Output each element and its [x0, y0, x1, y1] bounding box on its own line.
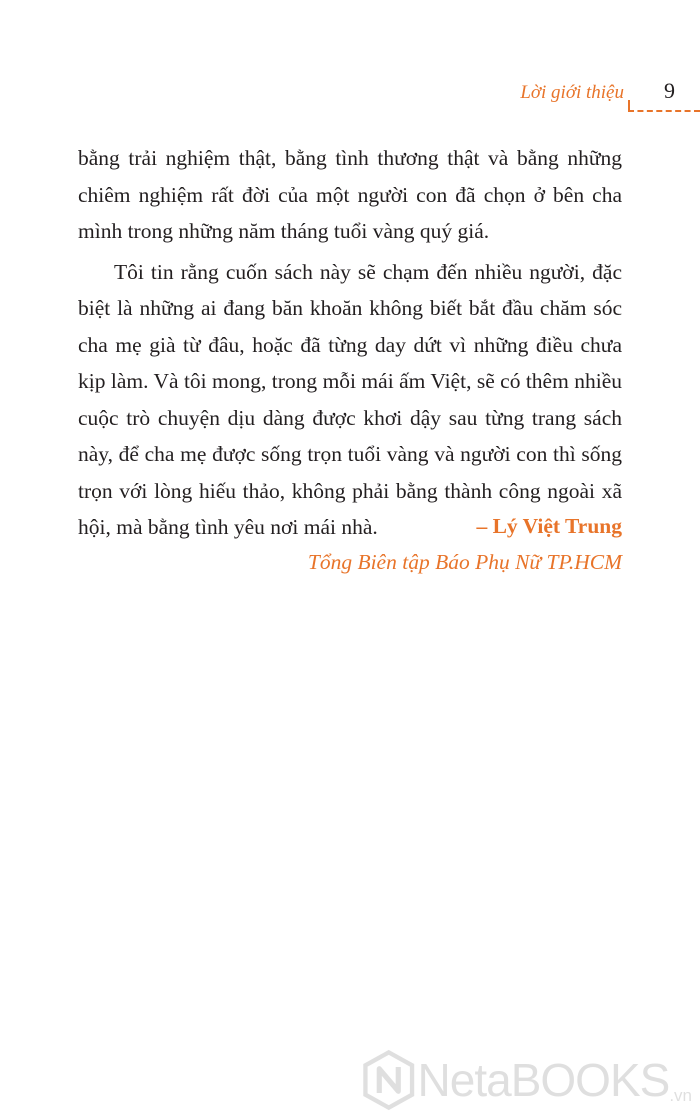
page-header [0, 78, 700, 118]
author-name: – Lý Việt Trung [476, 514, 622, 538]
paragraph: Tôi tin rằng cuốn sách này sẽ chạm đến nhiều người, đặc biệt là những ai đang băn khoăn không biết bắt đầu chăm sóc cha mẹ già từ đâu, hoặc đã từng day dứt vì những điều chưa kịp làm. Và tôi mong, trong mỗi mái ấm Việt, sẽ có thêm nhiều cuộc trò chuyện dịu dàng được khơi dậy sau từng trang sách này, để cha mẹ được sống trọn tuổi vàng và người con thì sống trọn với lòng hiếu thảo, không phải bằng thành công ngoài xã hội, mà bằng tình yêu nơi mái nhà. [78, 259, 622, 539]
signature-block [308, 508, 622, 580]
watermark [362, 1040, 692, 1120]
header-dashed-rule [628, 110, 700, 112]
section-title: Lời giới thiệu [520, 82, 624, 103]
body-text [78, 140, 622, 546]
author-title: Tổng Biên tập Báo Phụ Nữ TP.HCM [307, 550, 622, 574]
watermark-brand: NetaBOOKS [417, 1054, 670, 1106]
watermark-suffix: .vn [669, 1086, 692, 1105]
paragraph-continuation: bằng trải nghiệm thật, bằng tình thương thật và bằng những chiêm nghiệm rất đời của một người con đã chọn ở bên cha mình trong những năm tháng tuổi vàng quý giá. [78, 146, 622, 243]
netabooks-logo-icon [362, 1045, 416, 1115]
page-number: 9 [664, 78, 675, 103]
